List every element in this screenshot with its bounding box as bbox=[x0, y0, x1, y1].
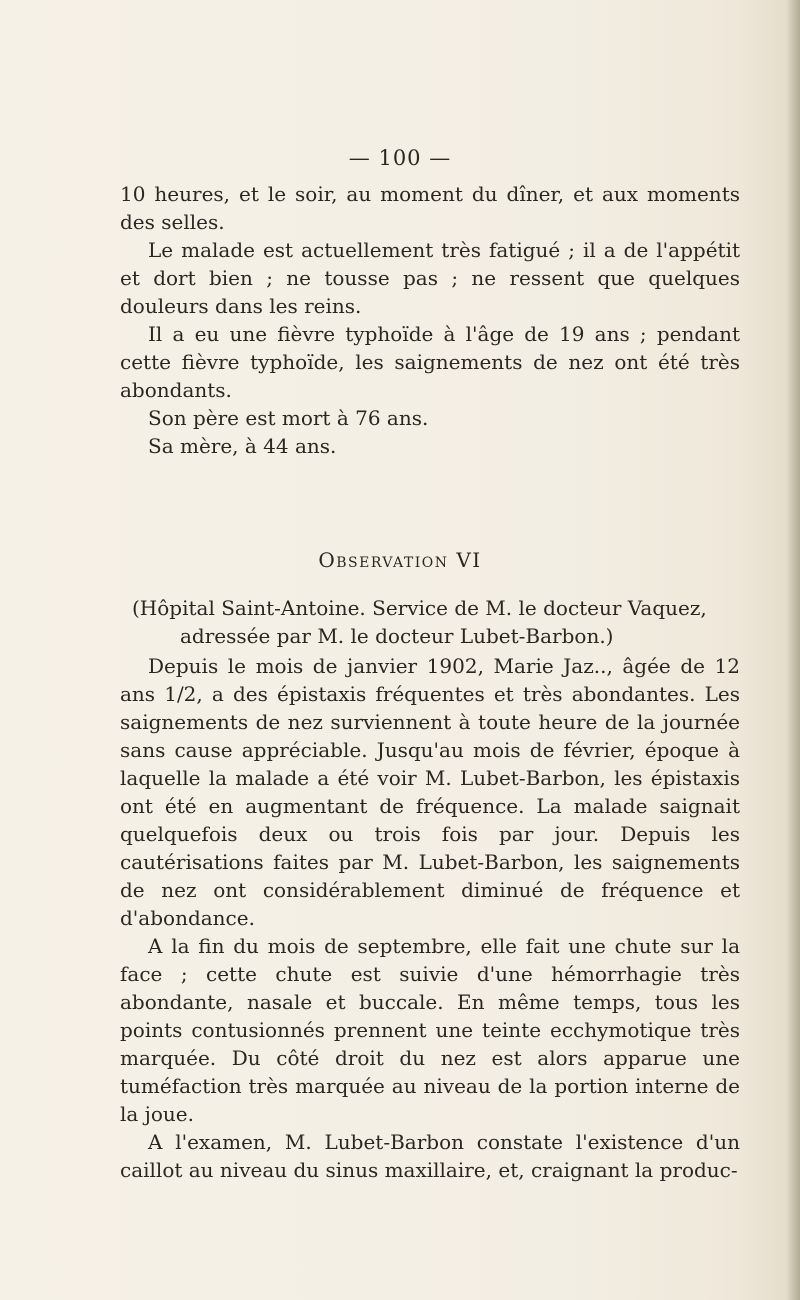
hospital-note-line: adressée par M. le docteur Lubet-Barbon.) bbox=[180, 624, 614, 648]
page-edge-shadow bbox=[786, 0, 800, 1300]
section-heading: Observation VI bbox=[318, 548, 482, 572]
paragraph: Depuis le mois de janvier 1902, Marie Jaz.., âgée de 12 ans 1/2, a des épistaxis fréquentes et très abondantes. Les saignements de nez surviennent à toute heure de la journée sans cause appréciable. Jusqu'au mois de février, époque à laquelle la malade a été voir M. Lubet-Barbon, les épistaxis ont été en augmentant de fréquence. La malade saignait quelquefois deux ou trois fois par jour. Depuis les cautérisations faites par M. Lubet-Barbon, les saignements de nez ont considérablement diminué de fréquence et d'abondance. bbox=[120, 654, 740, 930]
intro-text bbox=[120, 180, 740, 460]
paragraph: A la fin du mois de septembre, elle fait une chute sur la face ; cette chute est suivie d'une hémorrhagie très abondante, nasale et buccale. En même temps, tous les points contusionnés prennent une teinte ecchymotique très marquée. Du côté droit du nez est alors apparue une tuméfaction très marquée au niveau de la portion interne de la joue. bbox=[120, 934, 740, 1126]
case-text bbox=[120, 652, 740, 1184]
paragraph: 10 heures, et le soir, au moment du dîner, et aux moments des selles. bbox=[120, 182, 740, 234]
hospital-note-line: (Hôpital Saint-Antoine. Service de M. le docteur Vaquez, bbox=[132, 596, 707, 620]
page-number: — 100 — bbox=[348, 146, 452, 170]
paragraph: A l'examen, M. Lubet-Barbon constate l'existence d'un caillot au niveau du sinus maxillaire, et, craignant la produc- bbox=[120, 1130, 740, 1182]
paragraph: Son père est mort à 76 ans. bbox=[148, 406, 429, 430]
paragraph: Le malade est actuellement très fatigué ; il a de l'appétit et dort bien ; ne tousse pas ; ne ressent que quelques douleurs dans les reins. bbox=[120, 238, 740, 318]
paragraph: Il a eu une fièvre typhoïde à l'âge de 19 ans ; pendant cette fièvre typhoïde, les saignements de nez ont été très abondants. bbox=[120, 322, 740, 402]
hospital-note bbox=[120, 594, 740, 650]
paragraph: Sa mère, à 44 ans. bbox=[148, 434, 337, 458]
